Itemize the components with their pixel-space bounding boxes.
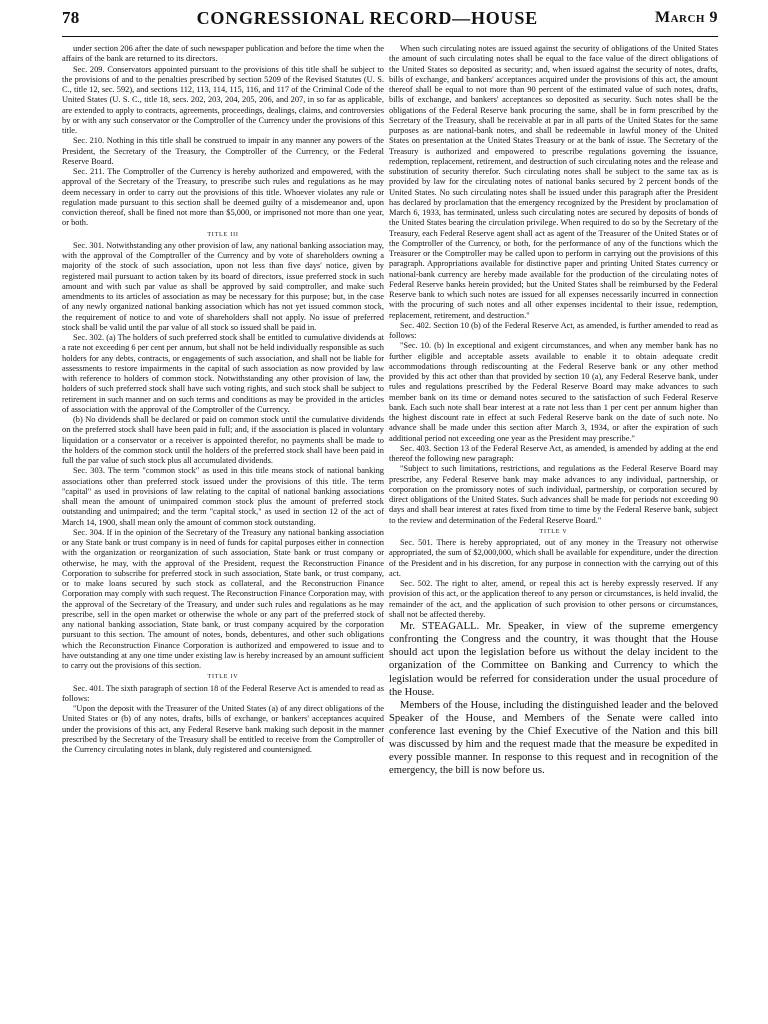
header-rule (62, 36, 718, 37)
bill-paragraph: "Subject to such limitations, restrictions, and regulations as the Federal Reserve Board may prescribe, any Federal Reserve bank may make advances to any individual, partnership, or corporation on the promissory notes of such individual, partnership, or corporation secured by direct obligations of the United States. Such advances shall be made for periods not exceeding 90 days and shall bear interest at rates fixed from time to time by the Federal Reserve bank, subject to the review and determination of the Federal Reserve Board." (389, 464, 718, 525)
bill-paragraph: Sec. 302. (a) The holders of such preferred stock shall be entitled to cumulative dividends at a rate not exceeding 6 per cent per annum, but shall not be held individually responsible as such holders for any debts, contracts, or engagements of such association, and shall not be liable for assessments to restore impairments in the capital of such association as now provided by law with reference to holders of common stock. Notwithstanding any other provision of law, the holders of such preferred stock shall have such voting rights, and such stock shall be subject to retirement in such manner and on such terms and conditions as may be provided in the articles of association with the approval of the Comptroller of the Currency. (62, 333, 384, 414)
page-header (62, 0, 718, 36)
bill-paragraph: Sec. 301. Notwithstanding any other provision of law, any national banking association may, with the approval of the Comptroller of the Currency and by vote of shareholders owning a majority of the stock of such association, upon not less than five days' notice, given by registered mail pursuant to action taken by its board of directors, issue preferred stock in such amount and with such par value as shall be approved by said comptroller, and make such amendments to its articles of association as may be necessary for this purpose; but, in the case of any newly organized national banking association which has not yet issued common stock, the requirement of notice to and vote of shareholders shall not apply. No issue of preferred stock shall be valid until the par value of all stock so issued shall be paid in. (62, 240, 384, 332)
bill-paragraph: Sec. 304. If in the opinion of the Secretary of the Treasury any national banking association or any State bank or trust company is in need of funds for capital purposes either in connection with the organization or reorganization of such association, State bank or trust company or otherwise, he may, with the approval of the President, request the Reconstruction Finance Corporation to subscribe for preferred stock in such association, State bank, or trust company, or to make loans secured by such stock as collateral, and the Reconstruction Finance Corporation may comply with such request. The Reconstruction Finance Corporation may, with the approval of the Secretary of the Treasury, and under such rules and regulations as he may prescribe, sell in the open market or otherwise the whole or any part of the preferred stock of any national banking association, State bank, or trust company acquired by the corporation pursuant to this section. The amount of notes, bonds, debentures, and other such obligations which the Reconstruction Finance Corporation is authorized and empowered to issue and to have outstanding at any one time under existing law is hereby increased by an amount sufficient to carry out the provisions of this section. (62, 527, 384, 671)
bill-paragraph: When such circulating notes are issued against the security of obligations of the United States the amount of such circulating notes shall be equal to the face value of the direct obligations of the United States so deposited as security; and, when issued against the security of notes, drafts, bills of exchange, and bankers' acceptances acquired under the provisions of this act, the amount thereof shall be equal to not more than 90 percent of the estimated value of such notes, drafts, bills of exchange, and bankers' acceptances so deposited as security. Such notes shall be the obligations of the Federal Reserve bank procuring the same, shall be in form prescribed by the Secretary of the Treasury, shall be receivable at par in all parts of the United States for the same purposes as are national-bank notes, and shall be redeemable in lawful money of the United States on presentation at the United States Treasury or at the bank of issue. The Secretary of the Treasury is authorized and empowered to prescribe regulations governing the issuance, redemption, replacement, retirement, and destruction of such circulating notes and the release and substitution of security therefor. Such circulating notes shall be subject to the same tax as is provided by law for the circulating notes of national banks secured by 2 percent bonds of the United States. No such circulating notes shall be issued under this paragraph after the President has declared by proclamation that the emergency recognized by the President by proclamation of March 6, 1933, has terminated, unless such circulating notes are secured by deposits of bonds of the United States bearing the circulation privilege. When required to do so by the Secretary of the Treasury, each Federal Reserve agent shall act as agent of the Treasurer of the United States or of the Comptroller of the Currency, or both, for the performance of any of the functions which the Treasurer or the Comptroller may be called upon to perform in carrying out the provisions of this paragraph. Appropriations available for distinctive paper and printing United States currency or national-bank currency are hereby made available for the production of the circulating notes of Federal Reserve banks herein provided; but the United States shall be reimbursed by the Federal Reserve bank to which such notes are issued for all expenses necessarily incurred in connection with the procuring of such notes and all other expenses incidental to their issue, redemption, replacement, retirement, and destruction." (389, 44, 718, 320)
section-title: TITLE V (539, 528, 568, 535)
bill-paragraph: Sec. 402. Section 10 (b) of the Federal Reserve Act, as amended, is further amended to read as follows: (389, 320, 718, 340)
page-date: March 9 (654, 9, 718, 26)
bill-paragraph: Sec. 501. There is hereby appropriated, out of any money in the Treasury not otherwise appropriated, the sum of $2,000,000, which shall be available for expenditure, under the direction of the President and in his discretion, for any purpose in connection with the carrying out of this act. (389, 538, 718, 578)
bill-paragraph: under section 206 after the date of such newspaper publication and before the time when the affairs of the bank are returned to its directors. (62, 44, 384, 64)
right-column (389, 44, 718, 1022)
bill-paragraph: Sec. 211. The Comptroller of the Currency is hereby authorized and empowered, with the approval of the Secretary of the Treasury, to prescribe such rules and regulations as he may deem necessary in order to carry out the provisions of this title. Whoever violates any rule or regulation made pursuant to this section shall be deemed guilty of a misdemeanor and, upon conviction thereof, shall be fined not more than $5,000, or imprisoned not more than one year, or both. (62, 167, 384, 228)
bill-paragraph: Sec. 403. Section 13 of the Federal Reserve Act, as amended, is amended by adding at the end thereof the following new paragraph: (389, 443, 718, 463)
speech-paragraph: Members of the House, including the distinguished leader and the beloved Speaker of the House, and Members of the Senate were called into conference last evening by the Chief Executive of the Nation and this bill was discussed by him and the request made that the measure be expedited in every possible manner. In response to this request and in recognition of the emergency, the bill is now before us. (389, 699, 718, 777)
left-column (62, 44, 384, 1022)
bill-paragraph: (b) No dividends shall be declared or paid on common stock until the cumulative dividends on the preferred stock shall have been paid in full; and, if the association is placed in voluntary liquidation or a conservator or a receiver is appointed therefor, no payments shall be made to the holders of the common stock until the holders of the preferred stock shall have been paid in full the par value of such stock plus all accumulated dividends. (62, 415, 384, 466)
bill-paragraph: Sec. 502. The right to alter, amend, or repeal this act is hereby expressly reserved. If any provision of this act, or the application thereof to any person or circumstances, is held invalid, the remainder of the act, and the application of such provision to other persons or circumstances, shall not be affected thereby. (389, 579, 718, 619)
bill-paragraph: "Sec. 10. (b) In exceptional and exigent circumstances, and when any member bank has no further eligible and acceptable assets available to enable it to obtain adequate credit accommodations through rediscounting at the Federal Reserve bank or any other method provided by this act other than that provided by section 10 (a), any Federal Reserve bank, under rules and regulations prescribed by the Federal Reserve Board may make advances to such member bank on its time or demand notes secured to the satisfaction of such Federal Reserve bank. Each such note shall bear interest at a rate not less than 1 per cent per annum higher than the highest discount rate in effect at such Federal Reserve bank on the date of such note. No advance shall be made under this section after March 3, 1934, or after the expiration of such additional period not exceeding one year as the President may prescribe." (389, 341, 718, 443)
speech-paragraph: Mr. STEAGALL. Mr. Speaker, in view of the supreme emergency confronting the Congress and the country, it was thought that the House should act upon the legislation before us without the delay incident to the organization of the Committee on Banking and Currency to which the legislation would be referred for consideration under the usual procedure of the House. (389, 621, 718, 698)
bill-paragraph: Sec. 401. The sixth paragraph of section 18 of the Federal Reserve Act is amended to read as follows: (62, 683, 384, 703)
section-title: TITLE IV (207, 674, 239, 681)
bill-paragraph: Sec. 210. Nothing in this title shall be construed to impair in any manner any powers of the President, the Secretary of the Treasury, the Comptroller of the Currency, or the Federal Reserve Board. (62, 136, 384, 166)
page-number: 78 (62, 8, 80, 27)
section-title: TITLE III (207, 231, 239, 238)
bill-paragraph: Sec. 303. The term "common stock" as used in this title means stock of national banking associations other than preferred stock issued under the provisions of this title. The term "capital" as used in provisions of law relating to the capital of national banking associations shall mean the amount of unimpaired common stock plus the amount of preferred stock outstanding and unimpaired; and the term "capital stock," as used in section 12 of the act of March 14, 1900, shall mean only the amount of common stock outstanding. (62, 466, 384, 527)
bill-paragraph: "Upon the deposit with the Treasurer of the United States (a) of any direct obligations of the United States or (b) of any notes, drafts, bills of exchange, or bankers' acceptances acquired under the provisions of this act, any Federal Reserve bank making such deposit in the manner prescribed by the Secretary of the Treasury shall be entitled to receive from the Comptroller of the Currency circulating notes in blank, duly registered and countersigned. (62, 704, 384, 755)
bill-paragraph: Sec. 209. Conservators appointed pursuant to the provisions of this title shall be subject to the provisions of and to the penalties prescribed by section 5209 of the Revised Statutes (U. S. C., title 12, sec. 592), and sections 112, 113, 114, 115, 116, and 117 of the Criminal Code of the United States (U. S. C., title 18, secs. 202, 203, 204, 205, 206, and 207, in so far as applicable, are extended to apply to contracts, agreements, proceedings, dealings, claims, and controversies by or with any such conservator or the Comptroller of the Currency under the provisions of this title. (62, 64, 384, 135)
publication-title: CONGRESSIONAL RECORD—HOUSE (196, 7, 538, 28)
